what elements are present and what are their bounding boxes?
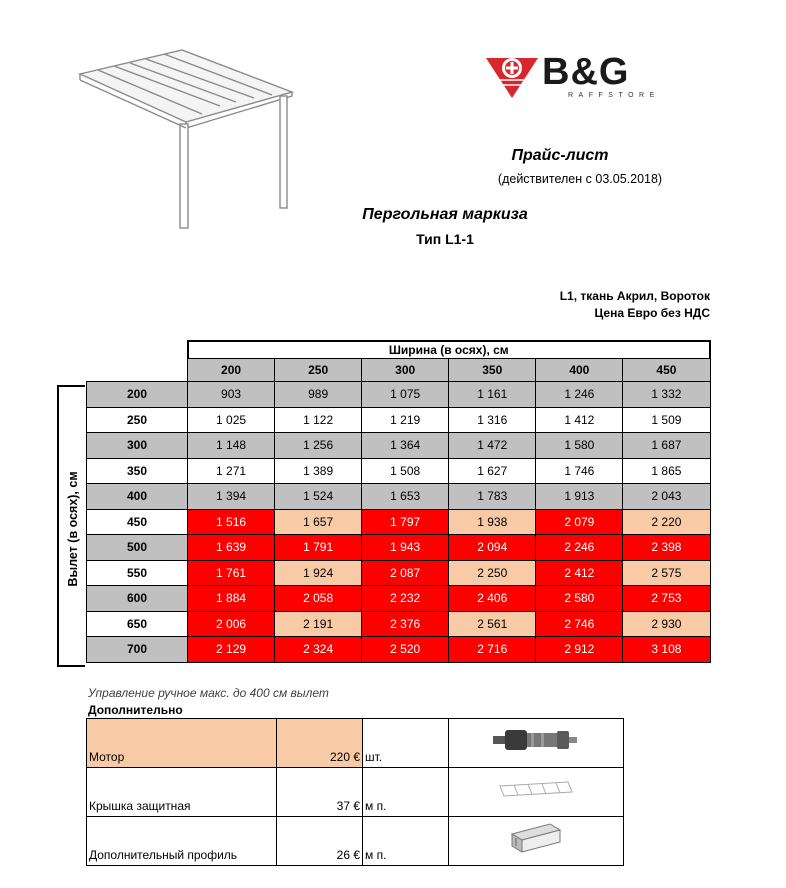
width-header-row	[87, 359, 711, 382]
price-cell: 2 043	[623, 484, 710, 510]
projection-cell: 700	[87, 637, 188, 663]
price-cell: 2 561	[449, 611, 536, 637]
additional-heading: Дополнительно	[88, 703, 183, 717]
price-cell: 2 930	[623, 611, 710, 637]
price-cell: 2 250	[449, 560, 536, 586]
price-cell: 1 516	[188, 509, 275, 535]
accessory-name: Дополнительный профиль	[87, 817, 277, 866]
price-cell: 3 108	[623, 637, 710, 663]
price-cell: 1 256	[275, 433, 362, 459]
price-cell: 2 006	[188, 611, 275, 637]
price-cell: 1 075	[362, 382, 449, 408]
price-cell: 1 524	[275, 484, 362, 510]
price-row	[87, 637, 711, 663]
price-cell: 989	[275, 382, 362, 408]
projection-cell: 500	[87, 535, 188, 561]
price-cell: 2 412	[536, 560, 623, 586]
projection-cell: 450	[87, 509, 188, 535]
accessory-unit: м п.	[363, 768, 449, 817]
price-cell: 1 316	[449, 407, 536, 433]
price-cell: 2 246	[536, 535, 623, 561]
brand-tagline: RAFFSTORE	[568, 92, 660, 99]
projection-cell: 400	[87, 484, 188, 510]
pergola-illustration-icon	[74, 44, 304, 234]
price-cell: 1 639	[188, 535, 275, 561]
price-table	[86, 340, 711, 663]
width-header: Ширина (в осях), см	[188, 341, 711, 359]
projection-cell: 350	[87, 458, 188, 484]
price-cell: 2 220	[623, 509, 710, 535]
spec-line-1: L1, ткань Акрил, Вороток	[559, 289, 710, 303]
brand-logo	[484, 50, 684, 104]
accessory-row	[87, 768, 624, 817]
price-cell: 1 797	[362, 509, 449, 535]
price-cell: 2 580	[536, 586, 623, 612]
projection-axis-label: Вылет (в осях), см	[66, 471, 80, 587]
spec-line-2: Цена Евро без НДС	[594, 306, 710, 320]
price-cell: 1 938	[449, 509, 536, 535]
logo-emblem-icon	[484, 50, 540, 100]
price-row	[87, 382, 711, 408]
projection-cell: 550	[87, 560, 188, 586]
width-cell: 300	[362, 359, 449, 382]
price-row	[87, 433, 711, 459]
projection-cell: 600	[87, 586, 188, 612]
price-cell: 2 520	[362, 637, 449, 663]
price-cell: 1 472	[449, 433, 536, 459]
price-cell: 1 913	[536, 484, 623, 510]
price-cell: 1 865	[623, 458, 710, 484]
accessory-price: 26 €	[277, 817, 363, 866]
price-cell: 2 912	[536, 637, 623, 663]
price-cell: 2 232	[362, 586, 449, 612]
price-cell: 1 412	[536, 407, 623, 433]
price-cell: 1 332	[623, 382, 710, 408]
price-cell: 2 058	[275, 586, 362, 612]
price-cell: 1 219	[362, 407, 449, 433]
price-cell: 1 025	[188, 407, 275, 433]
price-cell: 1 943	[362, 535, 449, 561]
price-cell: 1 246	[536, 382, 623, 408]
price-cell: 1 161	[449, 382, 536, 408]
width-cell: 400	[536, 359, 623, 382]
price-cell: 2 753	[623, 586, 710, 612]
price-row	[87, 407, 711, 433]
projection-cell: 250	[87, 407, 188, 433]
page-title: Прайс-лист	[511, 147, 609, 164]
width-cell: 450	[623, 359, 710, 382]
price-cell: 1 653	[362, 484, 449, 510]
accessory-name: Крышка защитная	[87, 768, 277, 817]
price-cell: 2 716	[449, 637, 536, 663]
product-type: Тип L1-1	[416, 231, 474, 247]
price-cell: 1 364	[362, 433, 449, 459]
price-cell: 2 575	[623, 560, 710, 586]
price-cell: 2 129	[188, 637, 275, 663]
price-cell: 1 394	[188, 484, 275, 510]
price-row	[87, 484, 711, 510]
price-cell: 1 783	[449, 484, 536, 510]
width-cell: 200	[188, 359, 275, 382]
price-cell: 1 580	[536, 433, 623, 459]
price-row	[87, 611, 711, 637]
product-name: Пергольная маркиза	[362, 206, 528, 223]
price-row	[87, 586, 711, 612]
width-cell: 350	[449, 359, 536, 382]
manual-control-note: Управление ручное макс. до 400 см вылет	[88, 686, 329, 700]
accessory-unit: шт.	[363, 719, 449, 768]
price-cell: 2 094	[449, 535, 536, 561]
price-cell: 2 324	[275, 637, 362, 663]
price-cell: 1 884	[188, 586, 275, 612]
accessory-unit: м п.	[363, 817, 449, 866]
price-cell: 1 271	[188, 458, 275, 484]
price-row	[87, 560, 711, 586]
price-cell: 1 924	[275, 560, 362, 586]
price-row	[87, 509, 711, 535]
profile-icon	[506, 820, 566, 856]
price-cell: 1 389	[275, 458, 362, 484]
price-cell: 1 509	[623, 407, 710, 433]
price-row	[87, 458, 711, 484]
price-cell: 2 406	[449, 586, 536, 612]
price-row	[87, 535, 711, 561]
validity-date: (действителен с 03.05.2018)	[497, 172, 663, 186]
accessory-row	[87, 817, 624, 866]
price-cell: 1 791	[275, 535, 362, 561]
price-cell: 2 398	[623, 535, 710, 561]
accessories-table	[86, 718, 624, 866]
accessory-name: Мотор	[87, 719, 277, 768]
price-cell: 903	[188, 382, 275, 408]
accessory-price: 37 €	[277, 768, 363, 817]
price-cell: 1 122	[275, 407, 362, 433]
price-cell: 1 657	[275, 509, 362, 535]
projection-cell: 300	[87, 433, 188, 459]
price-cell: 1 746	[536, 458, 623, 484]
brand-name: B&G	[542, 51, 630, 93]
motor-icon	[491, 724, 581, 756]
price-cell: 1 761	[188, 560, 275, 586]
projection-cell: 200	[87, 382, 188, 408]
price-cell: 2 191	[275, 611, 362, 637]
price-cell: 1 148	[188, 433, 275, 459]
width-cell: 250	[275, 359, 362, 382]
accessory-row	[87, 719, 624, 768]
price-cell: 2 376	[362, 611, 449, 637]
price-cell: 1 687	[623, 433, 710, 459]
price-cell: 2 079	[536, 509, 623, 535]
projection-cell: 650	[87, 611, 188, 637]
price-cell: 2 087	[362, 560, 449, 586]
cover-icon	[496, 780, 576, 798]
price-cell: 1 508	[362, 458, 449, 484]
price-cell: 1 627	[449, 458, 536, 484]
price-cell: 2 746	[536, 611, 623, 637]
accessory-price: 220 €	[277, 719, 363, 768]
